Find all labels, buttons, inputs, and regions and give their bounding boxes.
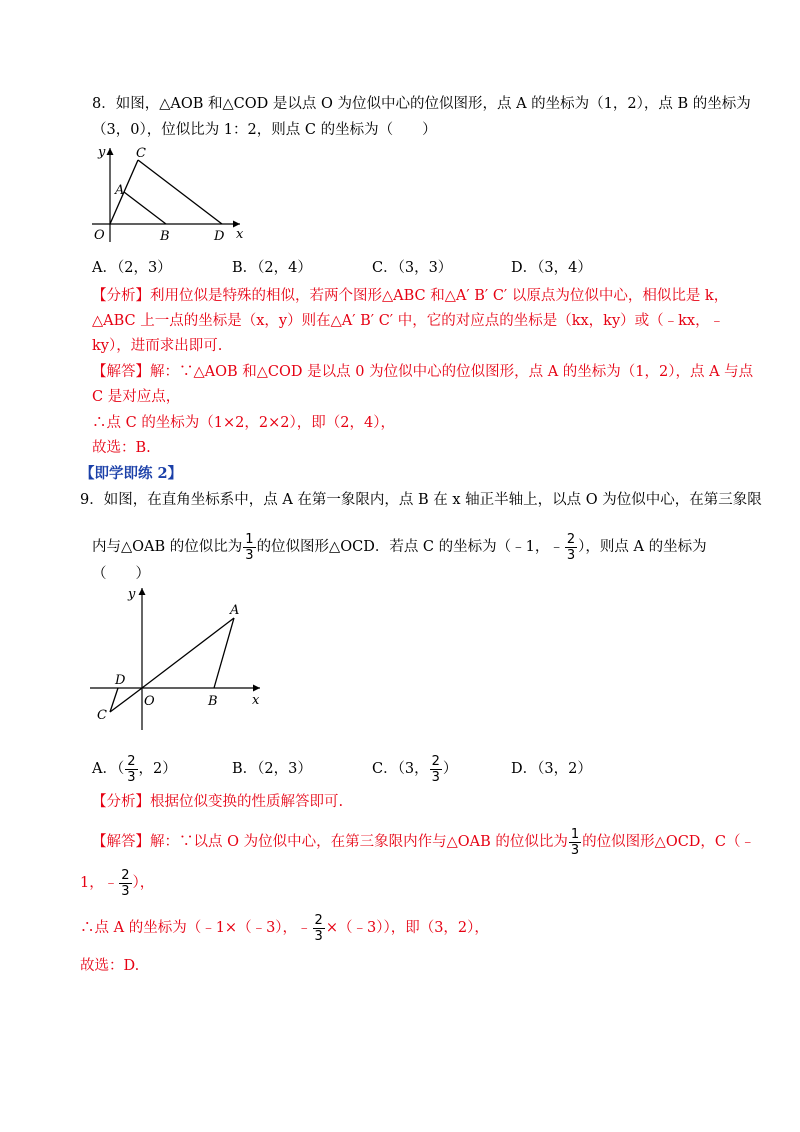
q8-solution-line2: C 是对应点， <box>92 389 181 405</box>
q9-label-C: C <box>97 708 107 723</box>
q8-label-x: x <box>236 227 244 242</box>
q9-segment-OC <box>110 688 142 712</box>
q9-frac2-den: 3 <box>566 547 576 563</box>
q9-stem-line2-b: 的位似图形△OCD．若点 C 的坐标为（﹣1，﹣ <box>256 539 564 555</box>
q9-label-x: x <box>252 693 260 708</box>
q9-label-O: O <box>144 694 155 709</box>
q8-label-D: D <box>214 229 225 244</box>
q9-solution-line1 <box>92 825 755 859</box>
q9-label-B: B <box>208 694 218 709</box>
q9-solution-line3 <box>80 911 489 945</box>
q9-solution-fraction-two-thirds-a <box>119 868 131 899</box>
q8-solution-line1: 【解答】解：∵△AOB 和△COD 是以点 0 为位似中心的位似图形，点 A 的坐标为（1，2），点 A 与点 <box>92 364 754 380</box>
q9-opta-num: 2 <box>127 753 136 769</box>
q8-label-A: A <box>115 183 125 198</box>
q9-option-c-pre: C．（3， <box>372 761 429 777</box>
q9-option-a-post: ，2） <box>138 761 177 777</box>
q9-opta-den: 3 <box>127 769 136 785</box>
q9-analysis: 【分析】根据位似变换的性质解答即可. <box>92 794 344 810</box>
q8-segment-CD <box>138 160 222 224</box>
q9-segment-OA <box>142 618 234 688</box>
q8-stem-line1: 8．如图，△AOB 和△COD 是以点 O 为位似中心的位似图形，点 A 的坐标为（1，2），点 B 的坐标为 <box>92 96 751 112</box>
q8-option-b[interactable]: B．（2，4） <box>232 260 312 276</box>
q9-segment-AB <box>214 618 234 688</box>
q9-option-c-fraction <box>430 754 442 785</box>
q8-option-d[interactable]: D．（3，4） <box>511 260 592 276</box>
q9-option-b[interactable]: B．（2，3） <box>232 761 312 777</box>
q8-solution-line3: ∴点 C 的坐标为（1×2，2×2），即（2，4）， <box>92 415 395 431</box>
q8-label-y: y <box>98 145 106 160</box>
q8-label-C: C <box>136 146 146 161</box>
q9-solution-line1-b: 的位似图形△OCD，C（﹣ <box>582 834 756 850</box>
q9-frac1-num: 1 <box>245 531 254 547</box>
q9-label-A: A <box>230 603 240 618</box>
q9-solution-line2-a: 1，﹣ <box>80 875 119 891</box>
q9-fraction-one-third <box>243 532 255 563</box>
q9-option-c-post: ） <box>442 761 458 777</box>
q8-label-O: O <box>94 228 105 243</box>
q9-sol-frac2-num: 2 <box>121 867 130 883</box>
q9-solution-line3-a: ∴点 A 的坐标为（﹣1×（﹣3），﹣ <box>80 920 312 936</box>
q8-analysis-line3: ky），进而求出即可. <box>92 338 223 354</box>
q9-figure <box>88 584 268 734</box>
q9-option-d[interactable]: D．（3，2） <box>511 761 592 777</box>
q9-frac1-den: 3 <box>245 547 254 563</box>
q8-option-c[interactable]: C．（3，3） <box>372 260 453 276</box>
q9-stem-line2 <box>92 530 707 564</box>
q9-solution-fraction-one-third <box>569 827 581 858</box>
q8-solution-line4: 故选：B. <box>92 440 151 456</box>
q9-label-y: y <box>128 587 136 602</box>
q9-sol-frac1-den: 3 <box>570 842 580 858</box>
q9-optc-num: 2 <box>431 753 440 769</box>
q9-solution-line2 <box>80 866 154 900</box>
q9-sol-frac2-den: 3 <box>121 883 130 899</box>
q9-option-a-pre: A．（ <box>92 761 125 777</box>
q9-sol-frac1-num: 1 <box>570 826 580 842</box>
q9-solution-line2-b: ）， <box>132 875 155 891</box>
q8-analysis-line1: 【分析】利用位似是特殊的相似，若两个图形△ABC 和△A′ B′ C′ 以原点为位似中心，相似比是 k， <box>92 288 729 304</box>
q9-solution-line3-b: ×（﹣3）），即（3，2）， <box>325 920 489 936</box>
q9-option-c[interactable] <box>372 752 457 786</box>
q9-option-a-fraction <box>125 754 137 785</box>
q8-label-B: B <box>160 229 170 244</box>
q8-figure <box>88 142 248 248</box>
q9-fraction-two-thirds <box>565 532 577 563</box>
q9-sol-frac3-den: 3 <box>314 928 323 944</box>
q9-stem-line3: （ ） <box>92 566 150 582</box>
q9-stem-line2-a: 内与△OAB 的位似比为 <box>92 539 243 555</box>
q9-option-a[interactable] <box>92 752 177 786</box>
q9-frac2-num: 2 <box>566 531 576 547</box>
q8-segment-AB <box>124 192 166 224</box>
q9-stem-line2-c: ），则点 A 的坐标为 <box>578 539 707 555</box>
q8-analysis-line2: △ABC 上一点的坐标是（x，y）则在△A′ B′ C′ 中，它的对应点的坐标是（kx，ky）或（﹣kx，﹣ <box>92 313 725 329</box>
q8-stem-line2: （3，0），位似比为 1：2，则点 C 的坐标为（ ） <box>92 122 437 138</box>
q8-option-a[interactable]: A．（2，3） <box>92 260 172 276</box>
q9-stem-line1: 9．如图，在直角坐标系中，点 A 在第一象限内，点 B 在 x 轴正半轴上，以点 O 为位似中心，在第三象限 <box>80 492 762 508</box>
q9-solution-line1-a: 【解答】解：∵以点 O 为位似中心，在第三象限内作与△OAB 的位似比为 <box>92 834 568 850</box>
q9-label-D: D <box>115 673 126 688</box>
practice-heading: 【即学即练 2】 <box>80 465 183 482</box>
q9-optc-den: 3 <box>431 769 440 785</box>
q9-solution-fraction-two-thirds-b <box>313 913 325 944</box>
q9-sol-frac3-num: 2 <box>314 912 323 928</box>
q9-solution-line4: 故选：D. <box>80 958 140 974</box>
